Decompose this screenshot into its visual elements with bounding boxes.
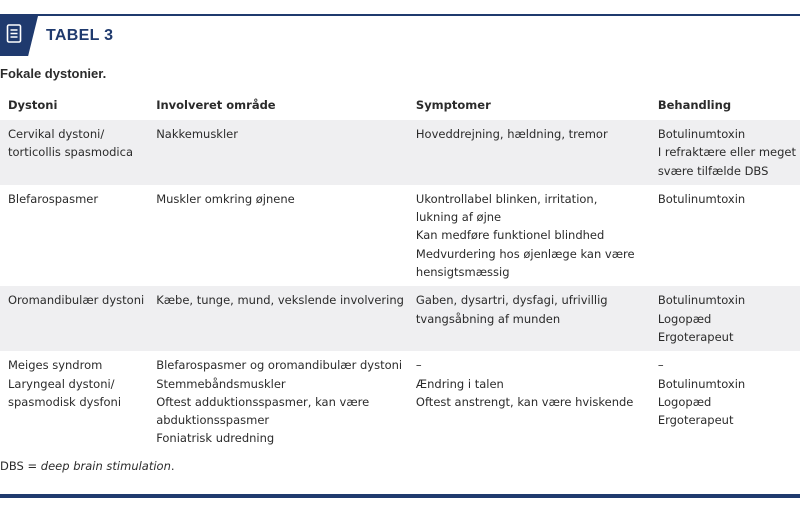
symptomer-cell [408,351,650,452]
cell-line: Kan medføre funktionel blindhed [415,228,605,243]
symptomer-cell [408,185,650,286]
cell-line: – [415,358,422,373]
column-header-behandling: Behandling [657,97,732,112]
cell-line: Hoveddrejning, hældning, tremor [415,127,608,141]
behandling-cell [650,286,800,351]
cell-line: tvangsåbning af munden [415,311,561,326]
cell-line: Blefarospasmer og oromandibulær dystoni [156,358,403,373]
dystoni-cell [0,185,148,286]
cell-line: Nakkemuskler [156,127,238,141]
cell-line: hensigtsmæssig [415,265,510,280]
bottom-rule [0,494,800,498]
cell-line: Ukontrollabel blinken, irritation, [415,191,598,206]
footnote [0,459,175,473]
behandling-cell [650,185,800,286]
footnote-term: deep brain stimulation [40,459,171,473]
cell-line: spasmodisk dysfoni [8,394,122,409]
dystoni-cell [0,120,148,185]
top-rule [0,14,800,16]
involveret-omrade-cell [148,120,408,185]
cell-line: – [657,358,664,373]
cell-line: Muskler omkring øjnene [156,191,295,206]
cell-line: Stemmebåndsmuskler [156,376,286,391]
cell-line: abduktionsspasmer [156,413,270,428]
table-caption: Fokale dystonier. [0,66,107,81]
cell-line: Meiges syndrom [8,358,103,373]
column-header-dystoni: Dystoni [8,97,58,112]
table-row [0,351,800,452]
cell-line: Medvurdering hos øjenlæge kan være [415,246,635,261]
cell-line: Blefarospasmer [8,191,99,206]
involveret-omrade-cell [148,351,408,452]
cell-line: Ergoterapeut [657,329,734,344]
cell-line: Oftest adduktionsspasmer, kan være [156,394,370,409]
cell-line: Botulinumtoxin [657,293,746,308]
cell-line: torticollis spasmodica [8,145,134,160]
cell-line: Ergoterapeut [657,413,734,428]
column-header-symptomer: Symptomer [415,97,491,112]
cell-line: Logopæd [657,394,712,409]
table-badge [0,16,38,56]
cell-line: Ændring i talen [415,376,504,391]
cell-line: Botulinumtoxin [657,376,746,391]
behandling-cell [650,351,800,452]
footnote-suffix: . [170,459,175,473]
cell-line: svære tilfælde DBS [657,163,769,178]
table-row [0,286,800,351]
behandling-cell [650,120,800,185]
table-title: TABEL 3 [46,27,114,44]
table-row [0,120,800,185]
document-icon [6,24,24,44]
symptomer-cell [408,286,650,351]
symptomer-cell [408,120,650,185]
involveret-omrade-cell [148,286,408,351]
cell-line: Cervikal dystoni/ [8,127,105,141]
cell-line: Gaben, dysartri, dysfagi, ufrivillig [415,293,608,308]
cell-line: Laryngeal dystoni/ [8,376,115,391]
cell-line: lukning af øjne [415,210,502,225]
dystoni-cell [0,286,148,351]
cell-line: Kæbe, tunge, mund, vekslende involvering [156,293,404,308]
cell-line: Botulinumtoxin [657,191,746,206]
cell-line: Botulinumtoxin [657,127,746,141]
table-header-row [0,90,800,120]
involveret-omrade-cell [148,185,408,286]
cell-line: Oromandibulær dystoni [8,293,145,308]
cell-line: Foniatrisk udredning [156,431,275,446]
table-body [0,120,800,453]
cell-line: I refraktære eller meget [657,145,796,160]
table-row [0,185,800,286]
dystonia-table [0,90,800,453]
cell-line: Logopæd [657,311,712,326]
cell-line: Oftest anstrengt, kan være hviskende [415,394,634,409]
footnote-prefix: DBS = [0,459,41,473]
column-header-involveret-omrade: Involveret område [156,97,276,112]
dystoni-cell [0,351,148,452]
